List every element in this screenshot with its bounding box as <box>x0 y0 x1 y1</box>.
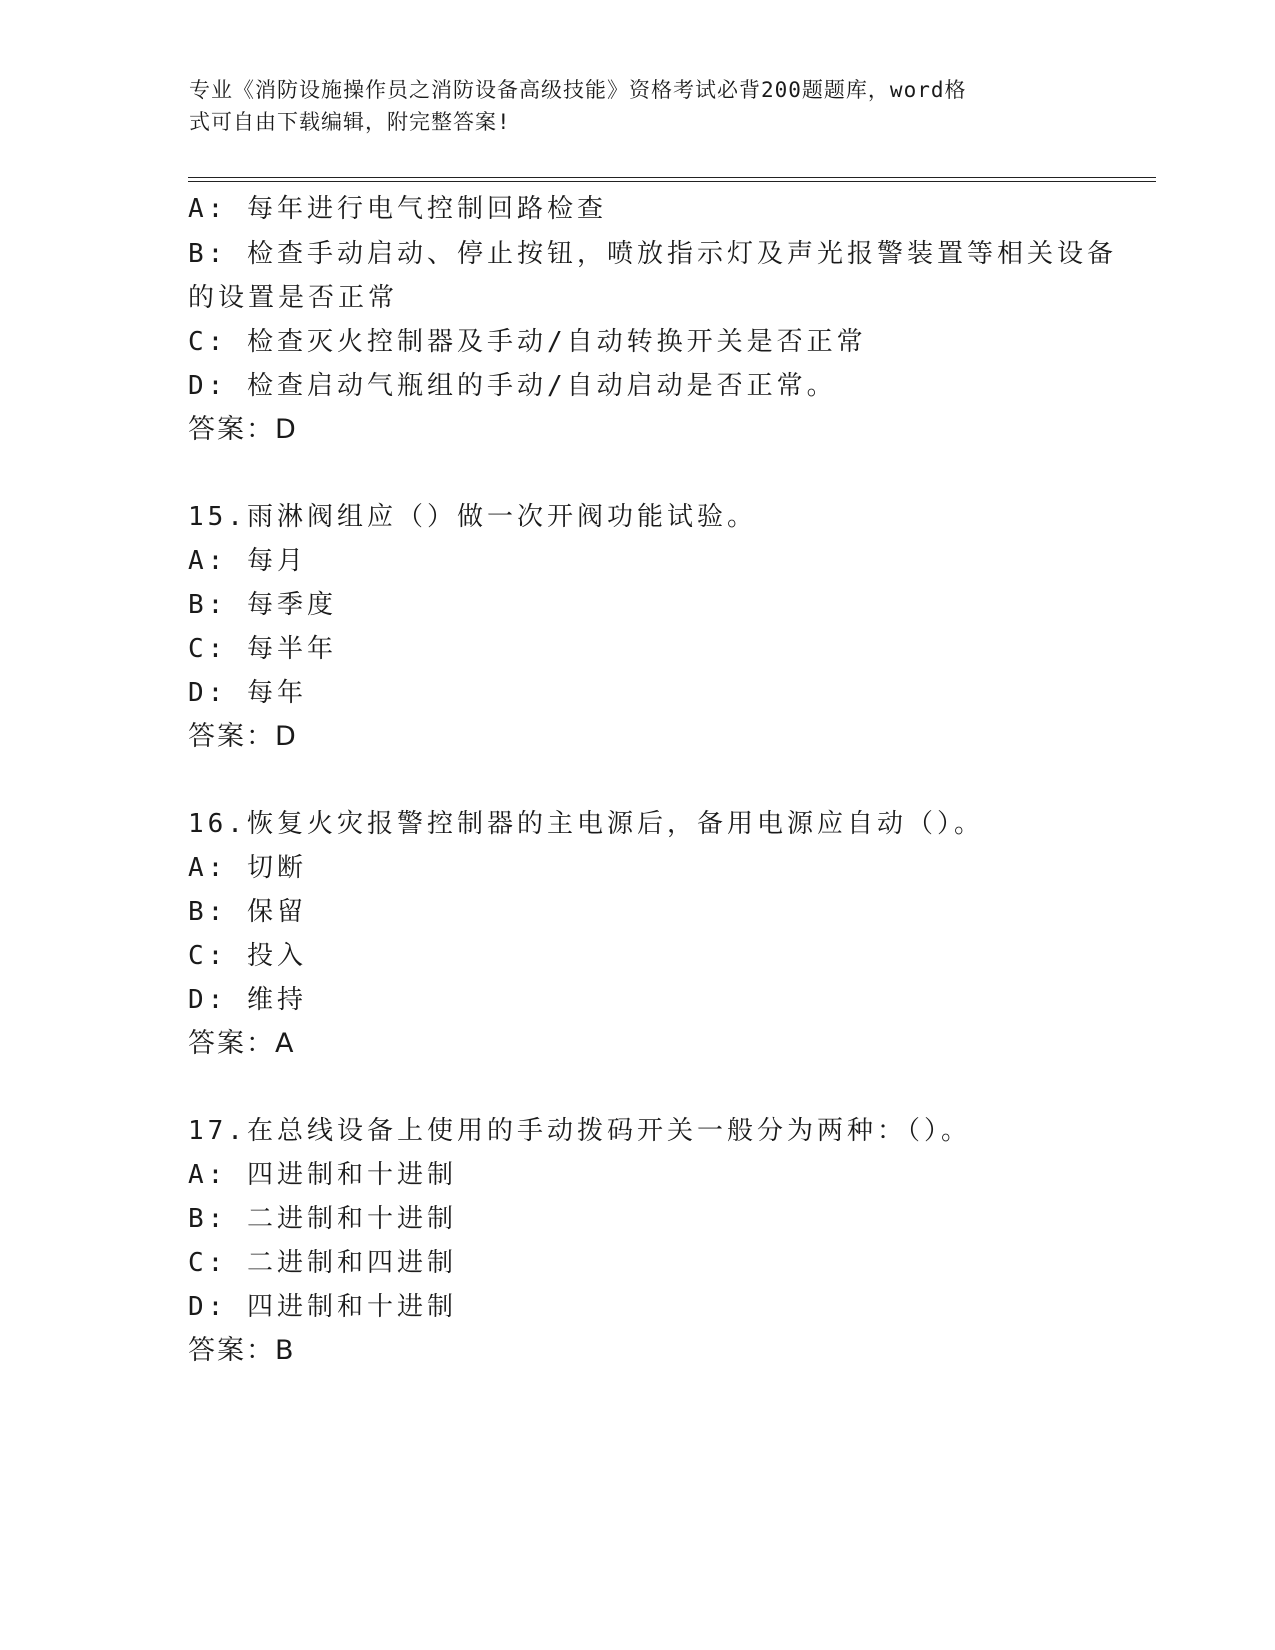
header-line-1: 专业《消防设施操作员之消防设备高级技能》资格考试必背200题题库，word格 <box>189 78 967 102</box>
question-16-option-b: B: 保留 <box>188 897 307 927</box>
question-17-option-b: B: 二进制和十进制 <box>188 1204 457 1234</box>
question-16-option-d: D: 维持 <box>188 985 307 1015</box>
question-17-option-a: A: 四进制和十进制 <box>188 1160 457 1190</box>
question-17-stem: 17.在总线设备上使用的手动拨码开关一般分为两种：（）。 <box>188 1116 971 1146</box>
question-15-option-b: B: 每季度 <box>188 590 337 620</box>
document-header <box>189 74 1089 138</box>
question-16-answer: 答案：A <box>188 1028 296 1059</box>
question-17-option-c: C: 二进制和四进制 <box>188 1248 457 1278</box>
prev-option-c: C: 检查灭火控制器及手动/自动转换开关是否正常 <box>188 327 867 357</box>
prev-option-b-continued: 的设置是否正常 <box>188 283 399 313</box>
prev-answer: 答案：D <box>188 414 298 445</box>
question-17-option-d: D: 四进制和十进制 <box>188 1292 457 1322</box>
header-divider-bottom <box>188 181 1156 182</box>
question-15-option-d: D: 每年 <box>188 678 307 708</box>
question-15-stem: 15.雨淋阀组应（）做一次开阀功能试验。 <box>188 502 757 532</box>
header-divider-top <box>188 177 1156 178</box>
question-15-option-c: C: 每半年 <box>188 634 337 664</box>
prev-option-d: D: 检查启动气瓶组的手动/自动启动是否正常。 <box>188 371 837 401</box>
question-15-option-a: A: 每月 <box>188 546 307 576</box>
question-17-answer: 答案：B <box>188 1335 296 1366</box>
question-16-stem: 16.恢复火灾报警控制器的主电源后，备用电源应自动（）。 <box>188 809 984 839</box>
header-line-2: 式可自由下载编辑，附完整答案! <box>189 110 511 134</box>
prev-option-a: A: 每年进行电气控制回路检查 <box>188 194 607 224</box>
question-16-option-a: A: 切断 <box>188 853 307 883</box>
prev-option-b: B: 检查手动启动、停止按钮，喷放指示灯及声光报警装置等相关设备 <box>188 239 1117 269</box>
question-16-option-c: C: 投入 <box>188 941 307 971</box>
question-15-answer: 答案：D <box>188 721 298 752</box>
